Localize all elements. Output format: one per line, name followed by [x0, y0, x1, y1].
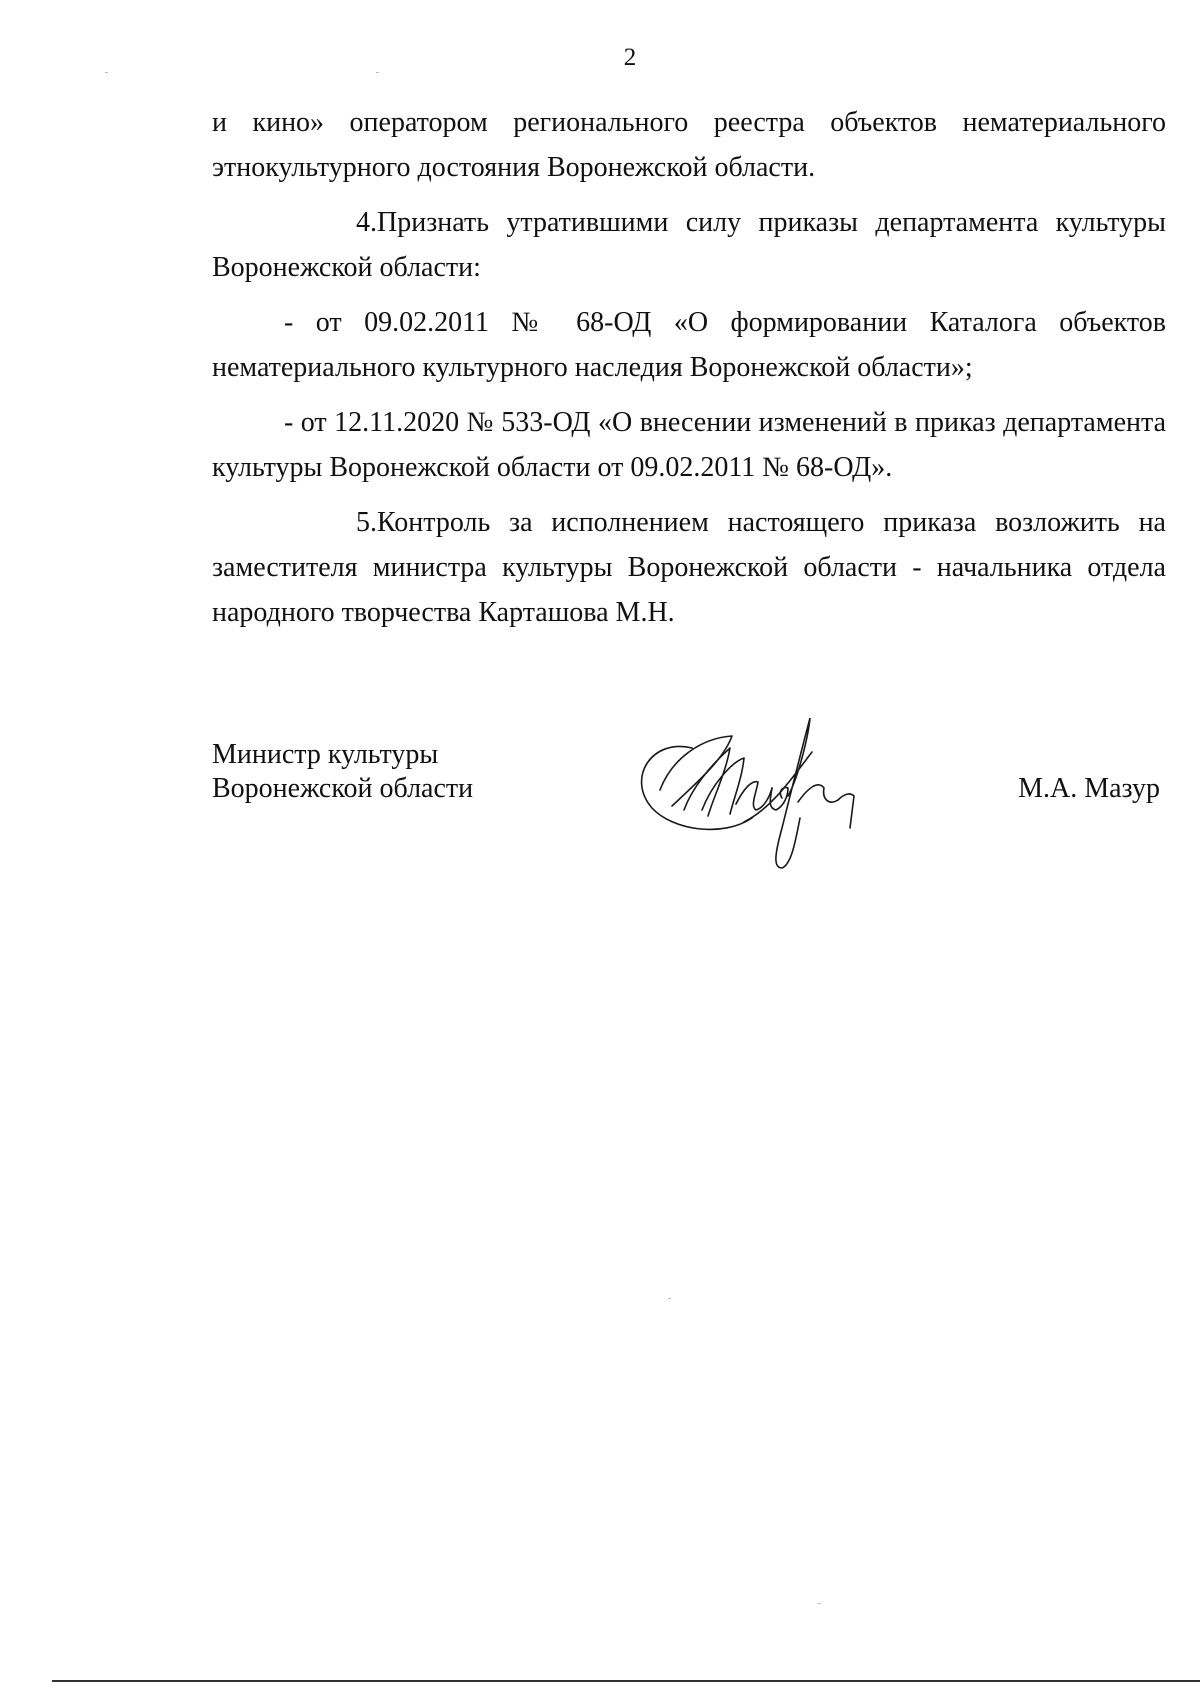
bottom-rule [52, 1680, 1200, 1682]
signatory-position [212, 738, 473, 806]
paragraph-number: 4. [356, 207, 377, 238]
scan-speck [818, 1603, 821, 1604]
paragraph-continuation [212, 100, 1166, 190]
paragraph-dash-item-1 [212, 300, 1166, 390]
paragraph-dash-item-2 [212, 400, 1166, 490]
paragraph-number: 5. [356, 507, 377, 538]
paragraph-text: - от 09.02.2011 № 68-ОД «О формировании Каталога объектов нематериального культурного наследия Воронежской области»; [212, 307, 1166, 383]
handwritten-signature-icon [632, 718, 892, 870]
scan-speck [668, 1298, 671, 1299]
document-body [212, 100, 1166, 645]
scan-speck [376, 72, 379, 73]
paragraph-text: и кино» оператором регионального реестра объектов нематериального этнокультурного достояния Воронежской области. [212, 107, 1166, 183]
signatory-name: М.А. Мазур [1018, 773, 1160, 804]
paragraph-item-5 [212, 500, 1166, 635]
paragraph-item-4 [212, 200, 1166, 290]
paragraph-text: - от 12.11.2020 № 533-ОД «О внесении изменений в приказ департамента культуры Воронежской области от 09.02.2011 № 68-ОД». [212, 407, 1166, 483]
page-number: 2 [623, 44, 637, 71]
signatory-position-line1: Министр культуры [212, 739, 439, 770]
scan-speck [105, 72, 108, 73]
signatory-position-line2: Воронежской области [212, 773, 474, 804]
paragraph-text: Признать утратившими силу приказы департамента культуры Воронежской области: [212, 207, 1166, 283]
paragraph-text: Контроль за исполнением настоящего приказа возложить на заместителя министра культуры Воронежской области - начальника отдела народного творчества Карташова М.Н. [212, 507, 1166, 628]
